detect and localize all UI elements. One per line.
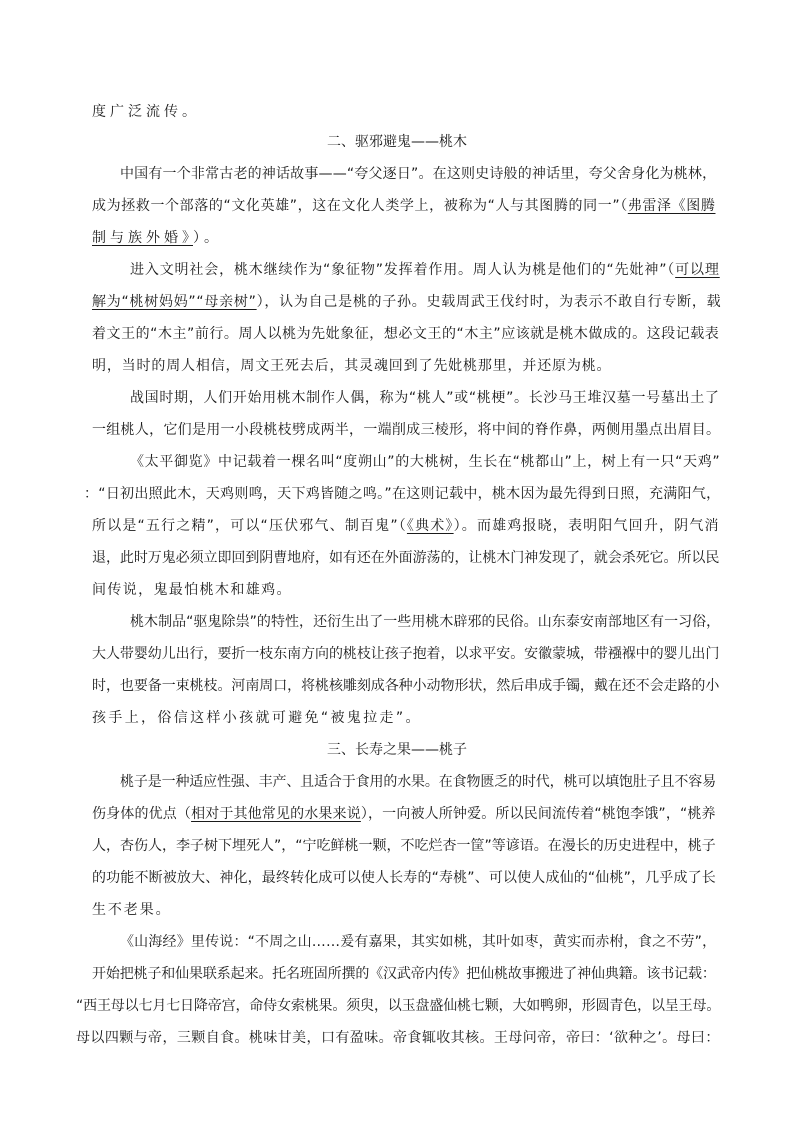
citation-link[interactable]: 制与族外婚》	[92, 230, 193, 246]
text-line: 进入文明社会，桃木继续作为“象征物”发挥着作用。周人认为桃是他们的“先妣神”（可以理	[130, 262, 720, 278]
text-line: 成为拯救一个部落的“文化英雄”，这在文化人类学上，被称为“人与其图腾的同一”（弗雷泽《图腾	[92, 198, 716, 214]
citation-link[interactable]: 解为“桃树妈妈”“母亲树”	[92, 294, 257, 310]
citation-link[interactable]: 可以理	[675, 262, 720, 278]
section-heading: 三、长寿之果——桃子	[327, 742, 467, 758]
text-line: 着文王的“木主”前行。周人以桃为先妣象征，想必文王的“木主”应该就是桃木做成的。这段记载表	[92, 326, 720, 342]
text-line: 明，当时的周人相信，周文王死去后，其灵魂回到了先妣桃那里，并还原为桃。	[92, 358, 612, 374]
text-line: 退，此时万鬼必须立即回到阴曹地府，如有还在外面游荡的，让桃木门神发现了，就会杀死它。所以民	[92, 550, 720, 566]
text-line: 生不老果。	[92, 902, 172, 918]
text-line: 一组桃人，它们是用一小段桃枝劈成两半，一端削成三棱形，将中间的脊作鼻，两侧用墨点出眉目。	[92, 422, 720, 438]
text-line: 开始把桃子和仙果联系起来。托名班固所撰的《汉武帝内传》把仙桃故事搬进了神仙典籍。该书记载：	[92, 966, 716, 982]
text-line: 中国有一个非常古老的神话故事——“夸父逐日”。在这则史诗般的神话里，夸父舍身化为桃林，	[120, 166, 716, 182]
text-line: 伤身体的优点（相对于其他常见的水果来说），一向被人所钟爱。所以民间流传着“桃饱李饿”，“桃养	[92, 806, 716, 822]
text-line: 人，杏伤人，李子树下埋死人”，“宁吃鲜桃一颗，不吃烂杏一筐”等谚语。在漫长的历史进程中，桃子	[92, 838, 716, 854]
citation-link[interactable]: 相对于其他常见的水果来说	[191, 806, 361, 822]
text-line: 战国时期，人们开始用桃木制作人偶，称为“桃人”或“桃梗”。长沙马王堆汉墓一号墓出土了	[130, 390, 720, 406]
text-line: 时，也要备一束桃枝。河南周口，将桃核雕刻成各种小动物形状，然后串成手镯，戴在还不会走路的小	[92, 678, 720, 694]
text-line: 桃木制品“驱鬼除祟”的特性，还衍生出了一些用桃木辟邪的民俗。山东泰安南部地区有一习俗，	[130, 614, 720, 630]
section-heading: 二、驱邪避鬼——桃木	[327, 134, 467, 150]
text-line: ：“日初出照此木，天鸡则鸣，天下鸡皆随之鸣。”在这则记载中，桃木因为最先得到日照，充满阳气，	[84, 486, 720, 502]
text-line: 《太平御览》中记载着一棵名叫“度朔山”的大桃树，生长在“桃都山”上，树上有一只“天鸡”	[130, 454, 720, 470]
text-line: 的功能不断被放大、神化，最终转化成可以使人长寿的“寿桃”、可以使人成仙的“仙桃”，几乎成了长	[92, 870, 716, 886]
text-line: 母以四颗与帝，三颗自食。桃味甘美，口有盈味。帝食辄收其核。王母问帝，帝曰：‘欲种之’。母曰：	[76, 1030, 720, 1046]
text-line: 所以是“五行之精”，可以“压伏邪气、制百鬼”（《典术》）。而雄鸡报晓，表明阳气回升，阴气消	[92, 518, 720, 534]
text-line: 《山海经》里传说：“不周之山……爰有嘉果，其实如桃，其叶如枣，黄实而赤柎，食之不劳”，	[120, 934, 716, 950]
text-line: 解为“桃树妈妈”“母亲树”），认为自己是桃的子孙。史载周武王伐纣时，为表示不敢自行专断，载	[92, 294, 722, 310]
text-line: 孩手上，俗信这样小孩就可避免“被鬼拉走”。	[92, 710, 422, 726]
text-line: 间传说，鬼最怕桃木和雄鸡。	[92, 582, 292, 598]
citation-link[interactable]: 弗雷泽《图腾	[627, 198, 716, 214]
citation-link[interactable]: 《典术》	[406, 518, 454, 534]
text-line: “西王母以七月七日降帝宫，命侍女索桃果。须臾，以玉盘盛仙桃七颗，大如鸭卵，形圆青色，以呈王母。	[76, 998, 720, 1014]
text-line: 桃子是一种适应性强、丰产、且适合于食用的水果。在食物匮乏的时代，桃可以填饱肚子且不容易	[120, 774, 716, 790]
text-line: 制与族外婚》）。	[92, 230, 222, 246]
text-line: 大人带婴幼儿出行，要折一枝东南方向的桃枝让孩子抱着，以求平安。安徽蒙城，带襁褓中的婴儿出门	[92, 646, 720, 662]
text-line: 度广泛流传。	[92, 104, 200, 120]
